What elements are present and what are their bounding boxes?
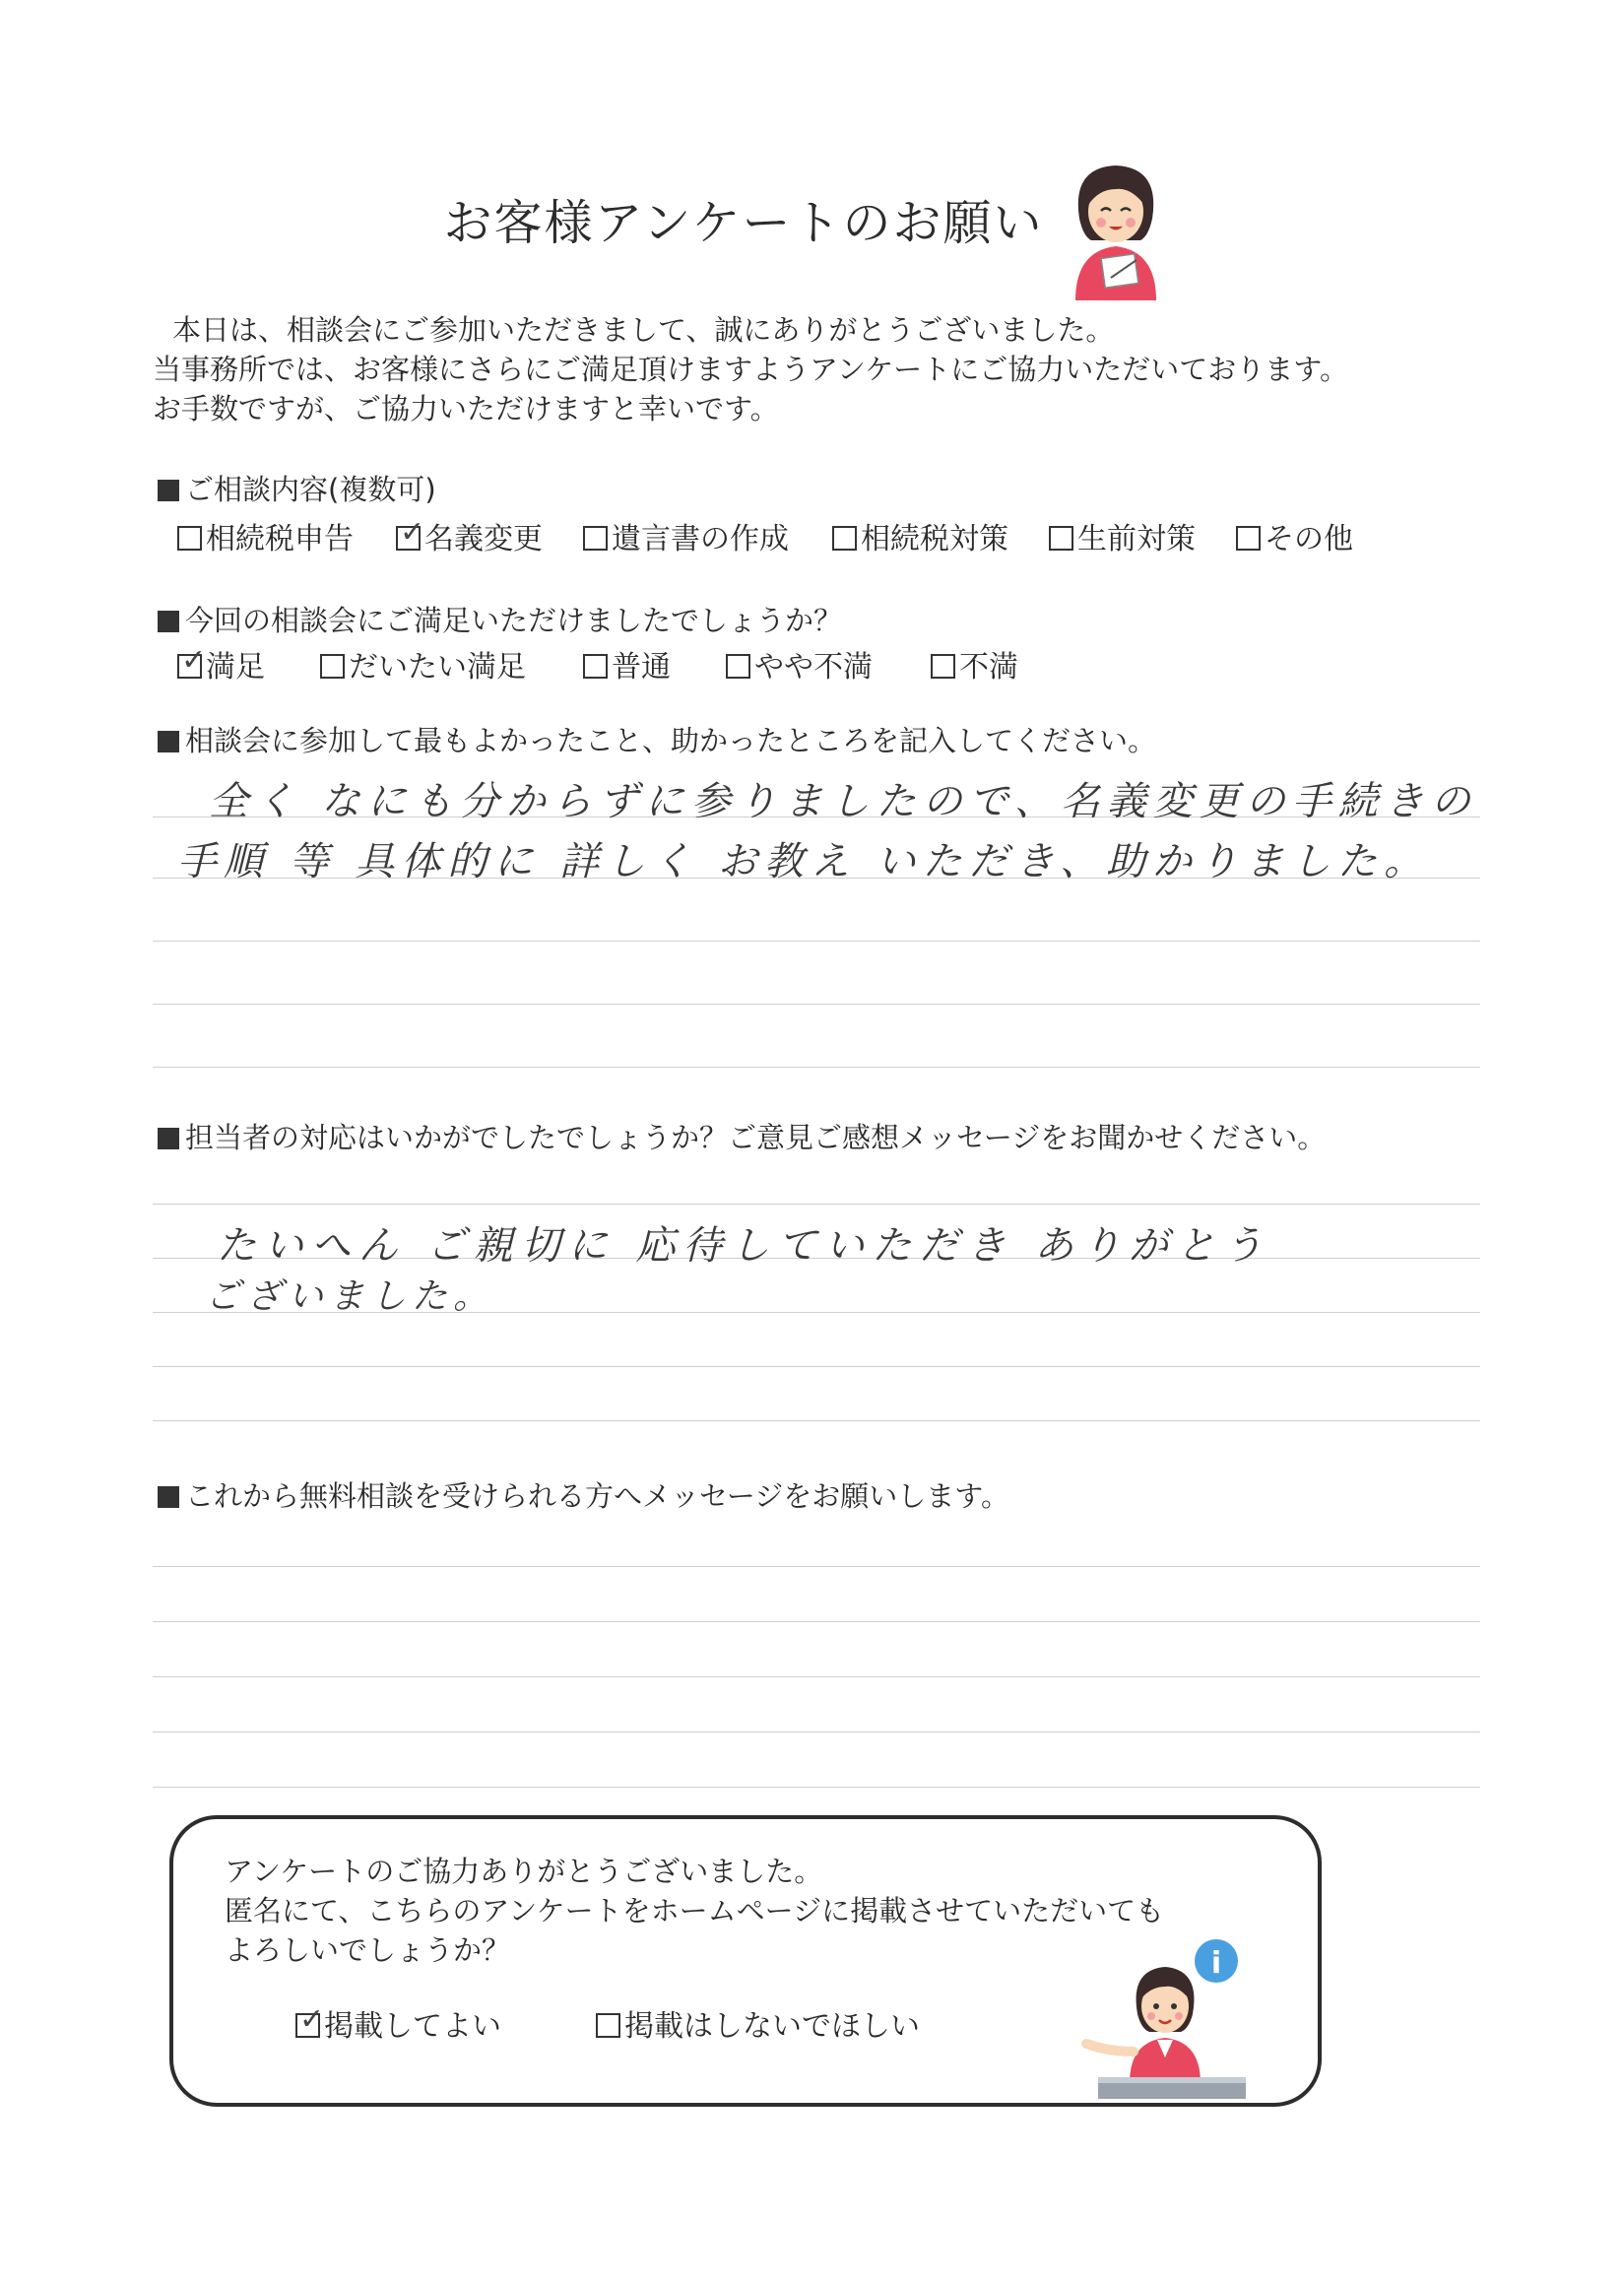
checkbox-icon[interactable] bbox=[726, 654, 750, 679]
checkbox-icon[interactable] bbox=[583, 526, 608, 551]
intro-text bbox=[153, 310, 1348, 428]
question-satisfaction bbox=[158, 599, 842, 639]
checkbox-icon[interactable] bbox=[396, 515, 425, 551]
question-consultation-type bbox=[158, 468, 436, 508]
checkbox-label: 普通 bbox=[612, 650, 671, 685]
woman-with-clipboard-icon bbox=[1062, 158, 1170, 300]
publish-consent-text bbox=[225, 1852, 1164, 1970]
notice-line: 匿名にて、こちらのアンケートをホームページに掲載させていただいても bbox=[225, 1894, 1165, 1927]
handwritten-answer-line: たいへん ご親切に 応待していただき ありがとう bbox=[217, 1223, 1271, 1269]
checkbox-pre-death-planning[interactable] bbox=[1049, 514, 1196, 557]
radio-satisfied[interactable] bbox=[177, 642, 265, 686]
publish-options bbox=[0, 2001, 1624, 2044]
bullet-square-icon bbox=[158, 611, 179, 632]
answer-line bbox=[153, 1420, 1480, 1421]
question-label: 相談会に参加して最もよかったこと、助かったところを記入してください。 bbox=[185, 724, 1157, 757]
handwritten-answer-line: 手順 等 具体的に 詳しく お教え いただき、助かりました。 bbox=[177, 839, 1430, 884]
intro-line: 当事務所では、お客様にさらにご満足頂けますようアンケートにご協力いただいております。 bbox=[153, 353, 1348, 386]
checkbox-label: 生前対策 bbox=[1077, 522, 1196, 556]
answer-line bbox=[153, 1676, 1480, 1677]
checkbox-label: 掲載してよい bbox=[324, 2009, 501, 2044]
checkbox-publish-no[interactable] bbox=[596, 2001, 920, 2045]
notice-line: よろしいでしょうか？ bbox=[225, 1933, 511, 1967]
handwritten-answer-line: ございました。 bbox=[205, 1276, 495, 1317]
bullet-square-icon bbox=[158, 731, 179, 752]
checkbox-publish-ok[interactable] bbox=[295, 2001, 501, 2045]
intro-line: お手数ですが、ご協力いただけますと幸いです。 bbox=[153, 392, 779, 425]
answer-line bbox=[153, 1366, 1480, 1367]
checkbox-icon[interactable] bbox=[1236, 526, 1261, 551]
answer-line bbox=[153, 1787, 1480, 1788]
checkbox-inheritance-tax-planning[interactable] bbox=[832, 514, 1008, 557]
checkbox-label: 不満 bbox=[959, 650, 1018, 685]
checkbox-icon[interactable] bbox=[1049, 526, 1073, 551]
checkbox-icon[interactable] bbox=[295, 2002, 325, 2038]
checkbox-icon[interactable] bbox=[583, 654, 608, 679]
checkbox-title-transfer[interactable] bbox=[396, 514, 543, 557]
checkbox-icon[interactable] bbox=[832, 526, 857, 551]
q2-options bbox=[0, 642, 1624, 685]
radio-mostly-satisfied[interactable] bbox=[320, 642, 526, 686]
checkbox-other[interactable] bbox=[1236, 514, 1353, 557]
radio-neutral[interactable] bbox=[583, 642, 671, 686]
checkbox-label: 名義変更 bbox=[424, 522, 543, 556]
q1-options bbox=[0, 514, 1624, 554]
question-message-to-others bbox=[158, 1474, 1009, 1515]
checkbox-inheritance-tax-return[interactable] bbox=[177, 514, 354, 557]
handwritten-answer-line: 全く なにも分からずに参りましたので、名義変更の手続きの bbox=[209, 779, 1477, 824]
checkbox-icon[interactable] bbox=[177, 643, 207, 679]
answer-line bbox=[153, 941, 1480, 942]
checkbox-label: やや不満 bbox=[754, 650, 873, 685]
info-glyph: i bbox=[1210, 1946, 1222, 1981]
checkbox-label: 相続税対策 bbox=[861, 522, 1008, 556]
checkbox-icon[interactable] bbox=[320, 654, 345, 679]
question-label: ご相談内容(複数可) bbox=[185, 473, 436, 506]
question-best-part bbox=[158, 719, 1156, 759]
checkbox-label: 相続税申告 bbox=[206, 522, 354, 556]
answer-line bbox=[153, 1621, 1480, 1622]
notice-line: アンケートのご協力ありがとうございました。 bbox=[225, 1855, 823, 1888]
check-mark-icon: ✓ bbox=[181, 643, 207, 678]
page-title: お客様アンケートのお願い bbox=[443, 195, 1044, 251]
checkbox-label: その他 bbox=[1265, 522, 1353, 556]
bullet-square-icon bbox=[158, 1486, 179, 1508]
answer-line bbox=[153, 1067, 1480, 1068]
answer-line bbox=[153, 1731, 1480, 1732]
check-mark-icon: ✓ bbox=[400, 515, 425, 550]
bullet-square-icon bbox=[158, 1128, 179, 1149]
checkbox-icon[interactable] bbox=[177, 526, 202, 551]
question-staff-response bbox=[158, 1116, 1326, 1156]
intro-line: 本日は、相談会にご参加いただきまして、誠にありがとうございました。 bbox=[172, 313, 1115, 347]
radio-somewhat-dissatisfied[interactable] bbox=[726, 642, 873, 686]
checkbox-icon[interactable] bbox=[931, 654, 955, 679]
question-label: 担当者の対応はいかがでしたでしょうか？ご意見ご感想メッセージをお聞かせください。 bbox=[185, 1121, 1327, 1154]
check-mark-icon: ✓ bbox=[299, 2002, 325, 2037]
checkbox-label: 遺言書の作成 bbox=[612, 522, 789, 556]
checkbox-label: だいたい満足 bbox=[349, 650, 526, 685]
question-label: 今回の相談会にご満足いただけましたでしょうか？ bbox=[185, 604, 843, 637]
checkbox-label: 満足 bbox=[206, 650, 265, 685]
answer-line bbox=[153, 1004, 1480, 1005]
checkbox-will-creation[interactable] bbox=[583, 514, 789, 557]
answer-line bbox=[153, 1204, 1480, 1205]
checkbox-icon[interactable] bbox=[596, 2013, 620, 2038]
radio-dissatisfied[interactable] bbox=[931, 642, 1018, 686]
answer-line bbox=[153, 1566, 1480, 1567]
bullet-square-icon bbox=[158, 480, 179, 501]
receptionist-info-icon bbox=[1078, 1935, 1256, 2103]
checkbox-label: 掲載はしないでほしい bbox=[624, 2009, 920, 2044]
question-label: これから無料相談を受けられる方へメッセージをお願いします。 bbox=[185, 1479, 1009, 1513]
